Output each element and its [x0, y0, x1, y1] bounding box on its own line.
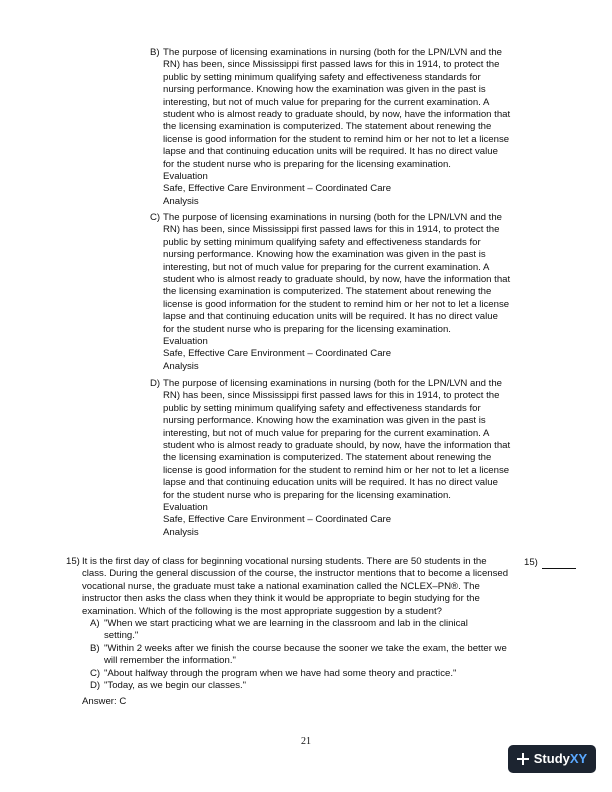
option-b-block	[150, 47, 530, 208]
stem-line: instructor then asks the class when they think it would be appropriate to begin studying for the	[82, 593, 480, 605]
rationale-line: interesting, but not of much value for preparing for the current examination. A	[163, 427, 490, 439]
option-rationale	[163, 212, 530, 336]
rationale-line: lapse and that continuing education units will be required. It has no direct value	[163, 146, 498, 158]
rationale-line: nursing performance. Knowing how the examination was given in the past is	[163, 415, 486, 427]
rationale-line: RN) has been, since Mississippi first passed laws for this in 1914, to protect the	[163, 59, 500, 71]
option-rationale	[163, 378, 530, 502]
cognitive-level: Evaluation	[163, 502, 208, 514]
rationale-line: license is good information for the student to remind him or her not to let a license	[163, 298, 510, 310]
choice-letter: D)	[90, 680, 101, 692]
choice-d[interactable]	[90, 680, 518, 692]
stem-line: It is the first day of class for beginning vocational nursing students. There are 50 students in the	[82, 556, 487, 567]
plus-icon	[517, 753, 529, 765]
stem-line: vocational nurse, the graduate must take a national examination called the NCLEX–PN®. The	[82, 580, 480, 592]
option-c-block	[150, 212, 530, 373]
rationale-line: license is good information for the student to remind him or her not to let a license	[163, 464, 510, 476]
answer-key: Answer: C	[82, 696, 127, 708]
rationale-line: The purpose of licensing examinations in nursing (both for the LPN/LVN and the	[163, 212, 502, 223]
cognitive-level: Evaluation	[163, 171, 208, 183]
stem-line: class. During the general discussion of the course, the instructor mentions that to become a licensed	[82, 568, 509, 580]
rationale-line: for the student nurse who is preparing for the licensing examination.	[163, 158, 451, 170]
choice-letter: A)	[90, 618, 100, 630]
question-stem	[82, 556, 518, 618]
client-need: Safe, Effective Care Environment – Coordinated Care	[163, 183, 392, 195]
option-letter: D)	[150, 378, 161, 389]
rationale-line: for the student nurse who is preparing for the licensing examination.	[163, 323, 451, 335]
rationale-line: RN) has been, since Mississippi first passed laws for this in 1914, to protect the	[163, 390, 500, 402]
nursing-process: Analysis	[163, 360, 199, 372]
option-letter: C)	[150, 212, 161, 223]
rationale-line: public by setting minimum qualifying safety and effectiveness standards for	[163, 71, 481, 83]
rationale-line: nursing performance. Knowing how the examination was given in the past is	[163, 249, 486, 261]
choice-text: "Within 2 weeks after we finish the course because the sooner we take the exam, the better we	[104, 642, 507, 654]
rationale-line: for the student nurse who is preparing for the licensing examination.	[163, 489, 451, 501]
answer-blank	[524, 556, 576, 569]
choice-text: "About halfway through the program when we have had some theory and practice."	[104, 667, 457, 679]
rationale-line: the licensing examination is computerized. The statement about renewing the	[163, 121, 492, 133]
rationale-line: public by setting minimum qualifying safety and effectiveness standards for	[163, 236, 481, 248]
cognitive-level: Evaluation	[163, 336, 208, 348]
blank-line[interactable]	[542, 556, 576, 569]
choice-a[interactable]	[90, 618, 518, 643]
rationale-line: RN) has been, since Mississippi first passed laws for this in 1914, to protect the	[163, 224, 500, 236]
rationale-line: lapse and that continuing education units will be required. It has no direct value	[163, 477, 498, 489]
choice-text: setting."	[104, 630, 139, 642]
rationale-line: interesting, but not of much value for preparing for the current examination. A	[163, 261, 490, 273]
question-number: 15)	[66, 556, 80, 567]
rationale-line: nursing performance. Knowing how the examination was given in the past is	[163, 84, 486, 96]
rationale-line: interesting, but not of much value for preparing for the current examination. A	[163, 96, 490, 108]
rationale-line: license is good information for the student to remind him or her not to let a license	[163, 133, 510, 145]
client-need: Safe, Effective Care Environment – Coordinated Care	[163, 348, 392, 360]
option-d-block	[150, 378, 530, 539]
rationale-line: the licensing examination is computerized. The statement about renewing the	[163, 452, 492, 464]
rationale-line: The purpose of licensing examinations in nursing (both for the LPN/LVN and the	[163, 47, 502, 58]
stem-line: examination. Which of the following is the most appropriate suggestion by a student?	[82, 605, 442, 617]
studyxy-badge[interactable]	[508, 745, 596, 773]
nursing-process: Analysis	[163, 195, 199, 207]
choice-letter: B)	[90, 642, 100, 654]
choice-text: will remember the information."	[104, 655, 236, 667]
brand-name-main: Study	[533, 750, 570, 766]
choice-text: "Today, as we begin our classes."	[104, 680, 247, 692]
page-number: 21	[301, 736, 311, 747]
answer-choices	[90, 618, 518, 692]
rationale-line: student who is almost ready to graduate should, by now, have the information that	[163, 274, 511, 286]
rationale-line: The purpose of licensing examinations in nursing (both for the LPN/LVN and the	[163, 378, 502, 389]
nursing-process: Analysis	[163, 526, 199, 538]
brand-name-accent: XY	[569, 750, 588, 766]
margin-question-number: 15)	[524, 556, 538, 568]
rationale-line: the licensing examination is computerized. The statement about renewing the	[163, 286, 492, 298]
option-letter: B)	[150, 47, 160, 58]
rationale-line: student who is almost ready to graduate should, by now, have the information that	[163, 109, 511, 121]
rationale-line: student who is almost ready to graduate should, by now, have the information that	[163, 440, 511, 452]
client-need: Safe, Effective Care Environment – Coordinated Care	[163, 514, 392, 526]
choice-c[interactable]	[90, 668, 518, 680]
rationale-line: public by setting minimum qualifying safety and effectiveness standards for	[163, 402, 481, 414]
choice-b[interactable]	[90, 643, 518, 668]
rationale-line: lapse and that continuing education units will be required. It has no direct value	[163, 311, 498, 323]
question-15	[66, 556, 518, 709]
option-rationale	[163, 47, 530, 171]
choice-letter: C)	[90, 667, 101, 679]
choice-text: "When we start practicing what we are learning in the classroom and lab in the clinical	[104, 618, 468, 630]
